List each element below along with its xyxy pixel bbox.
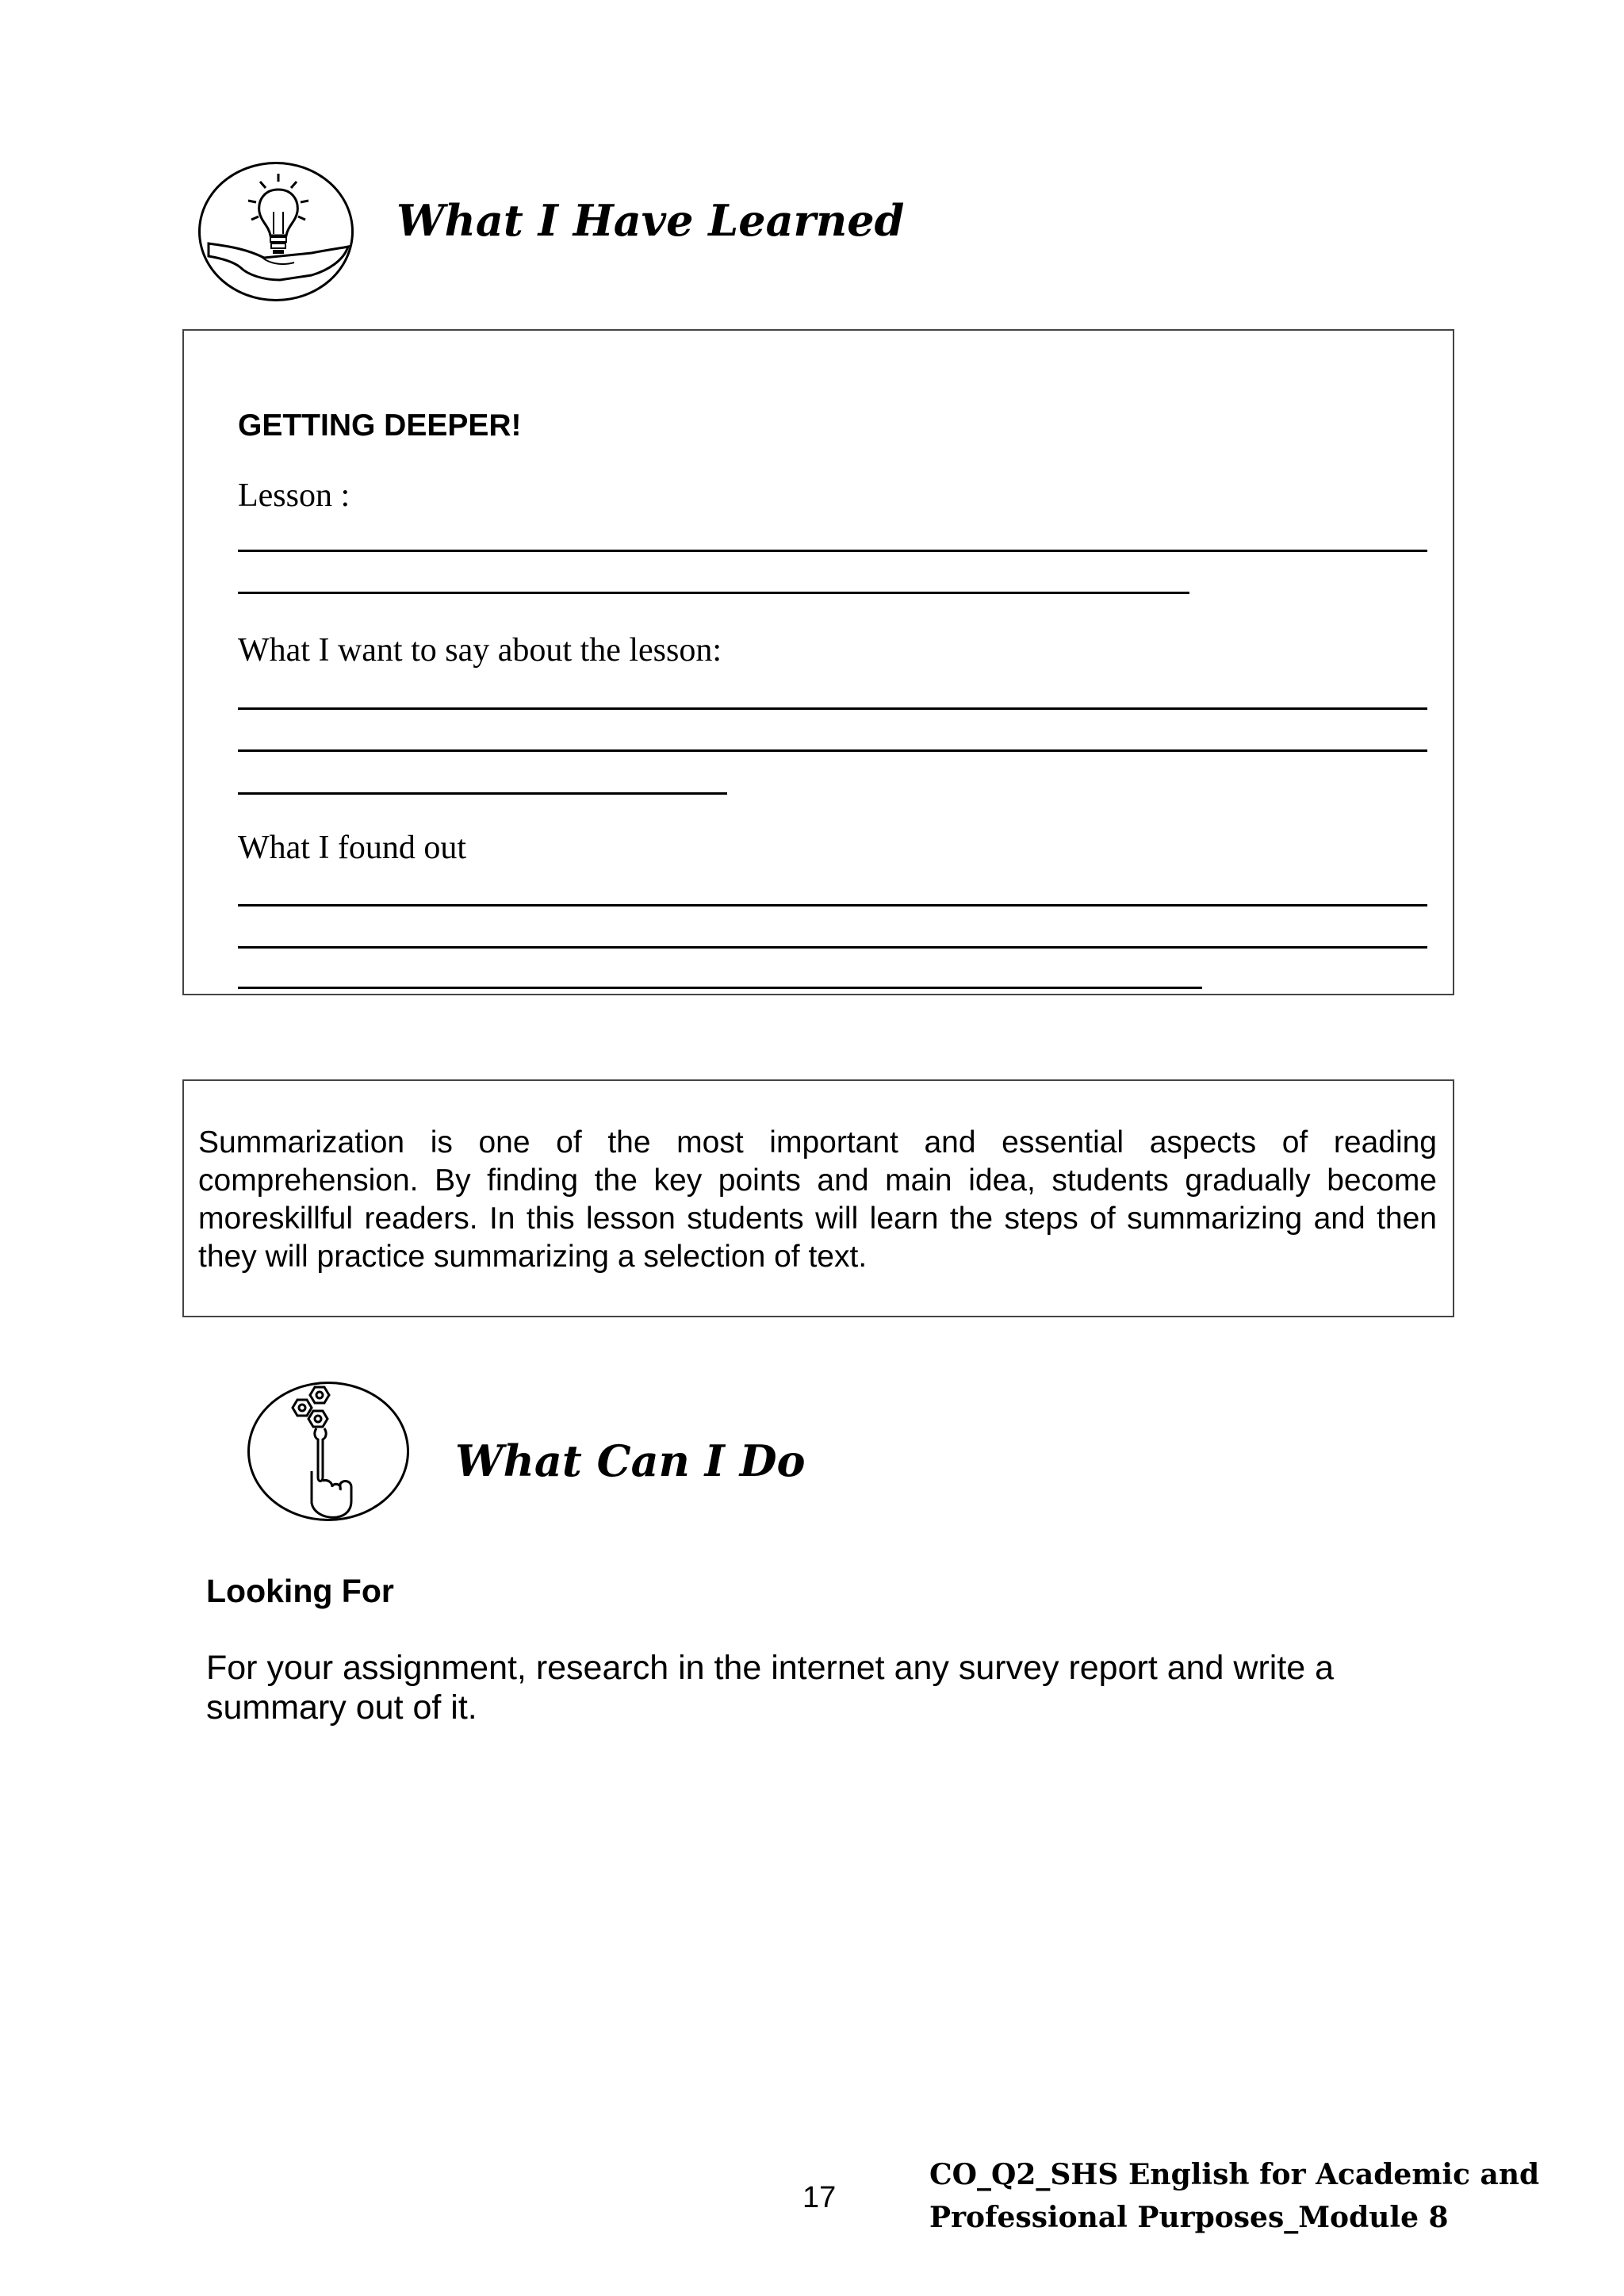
getting-deeper-title: GETTING DEEPER! <box>238 408 522 443</box>
say-about-lesson-blank-line[interactable] <box>238 707 1427 710</box>
assignment-text: For your assignment, research in the internet any survey report and write a summary out of it. <box>206 1649 1335 1727</box>
found-out-blank-line[interactable] <box>238 987 1202 989</box>
say-about-lesson-label: What I want to say about the lesson: <box>238 632 722 669</box>
lesson-blank-line[interactable] <box>238 550 1427 552</box>
found-out-label: What I found out <box>238 830 467 866</box>
lightbulb-hand-icon <box>198 162 354 301</box>
found-out-blank-line[interactable] <box>238 946 1427 949</box>
say-about-lesson-blank-line[interactable] <box>238 792 727 795</box>
section-heading-what-i-have-learned: What I Have Learned <box>396 195 905 246</box>
lesson-blank-line[interactable] <box>238 592 1189 594</box>
summary-paragraph: Summarization is one of the most important and essential aspects of reading comprehension. By finding the key points and main idea, students gradually become moreskillful readers. In this lesson students will learn the steps of summarizing and then they will practice summarizing a selection of text. <box>198 1125 1437 1274</box>
hand-gears-icon <box>247 1382 409 1521</box>
section-heading-what-can-i-do: What Can I Do <box>455 1435 806 1486</box>
lesson-label: Lesson : <box>238 477 350 514</box>
say-about-lesson-blank-line[interactable] <box>238 749 1427 752</box>
looking-for-title: Looking For <box>206 1573 394 1609</box>
found-out-blank-line[interactable] <box>238 904 1427 907</box>
footer-module-title-line2: Professional Purposes_Module 8 <box>929 2201 1449 2234</box>
page-number: 17 <box>802 2181 837 2214</box>
footer-module-title-line1: CO_Q2_SHS English for Academic and <box>929 2158 1540 2191</box>
